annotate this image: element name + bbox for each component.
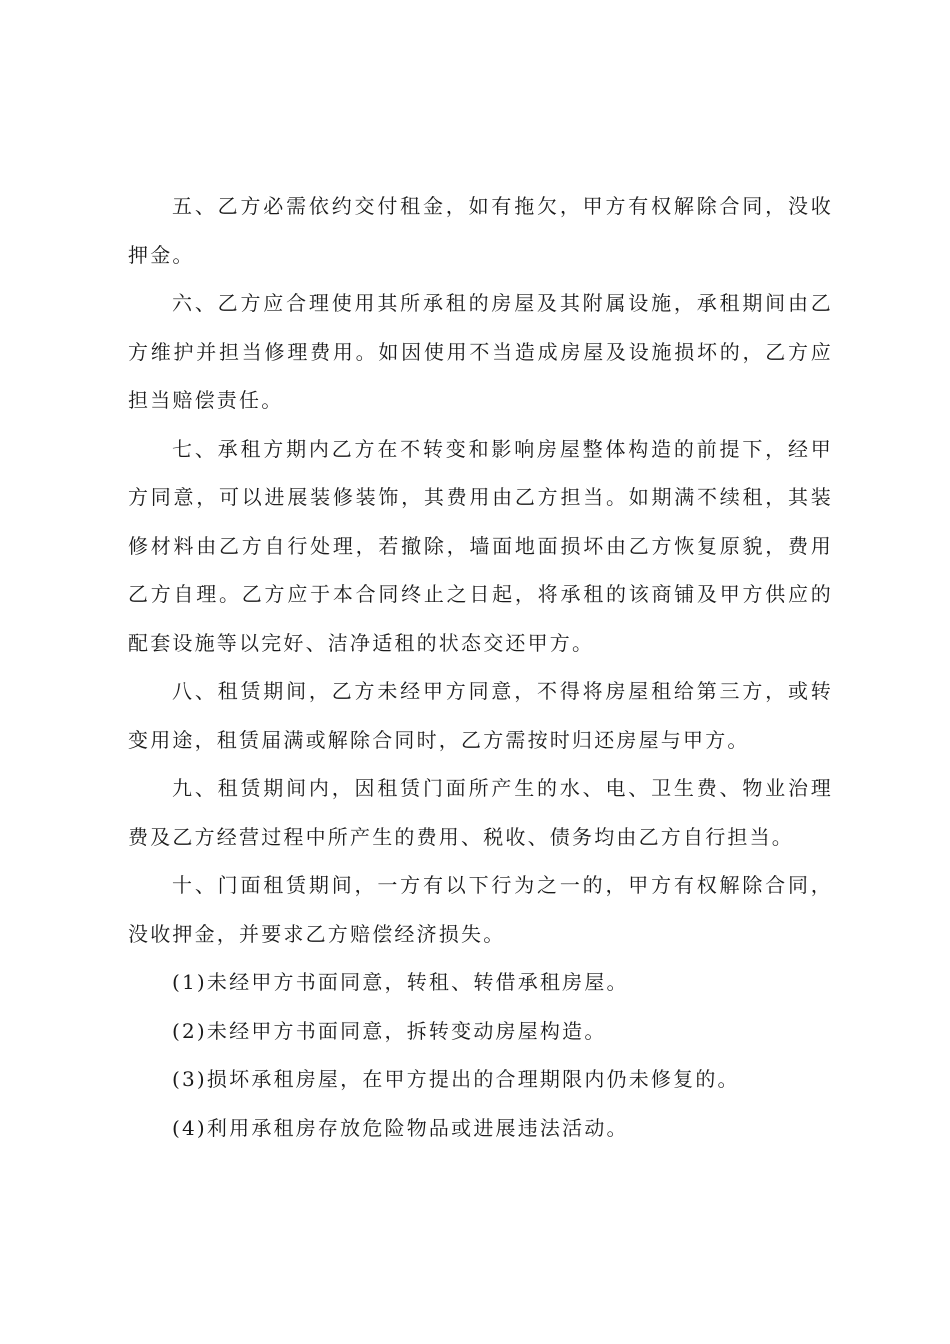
- clause-6: 六、乙方应合理使用其所承租的房屋及其附属设施，承租期间由乙方维护并担当修理费用。如因使用不当造成房屋及设施损坏的，乙方应担当赔偿责任。: [128, 291, 833, 412]
- clause-7: 七、承租方期内乙方在不转变和影响房屋整体构造的前提下，经甲方同意，可以进展装修装饰，其费用由乙方担当。如期满不续租，其装修材料由乙方自行处理，若撤除，墙面地面损坏由乙方恢复原貌，费用乙方自理。乙方应于本合同终止之日起，将承租的该商铺及甲方供应的配套设施等以完好、洁净适租的状态交还甲方。: [128, 436, 833, 655]
- list-item-4: (4)利用承租房存放危险物品或进展违法活动。: [172, 1115, 629, 1140]
- list-item-1: (1)未经甲方书面同意，转租、转借承租房屋。: [172, 970, 629, 994]
- list-item-2: (2)未经甲方书面同意，拆转变动房屋构造。: [172, 1018, 607, 1043]
- list-item-3: (3)损坏承租房屋，在甲方提出的合理期限内仍未修复的。: [172, 1067, 740, 1091]
- clause-9: 九、租赁期间内，因租赁门面所产生的水、电、卫生费、物业治理费及乙方经营过程中所产生的费用、税收、债务均由乙方自行担当。: [128, 776, 833, 849]
- clause-5: 五、乙方必需依约交付租金，如有拖欠，甲方有权解除合同，没收押金。: [128, 194, 833, 267]
- clause-10: 十、门面租赁期间，一方有以下行为之一的，甲方有权解除合同，没收押金，并要求乙方赔偿经济损失。: [128, 873, 833, 946]
- clause-8: 八、租赁期间，乙方未经甲方同意，不得将房屋租给第三方，或转变用途，租赁届满或解除合同时，乙方需按时归还房屋与甲方。: [128, 679, 833, 752]
- document-body: [128, 182, 833, 1152]
